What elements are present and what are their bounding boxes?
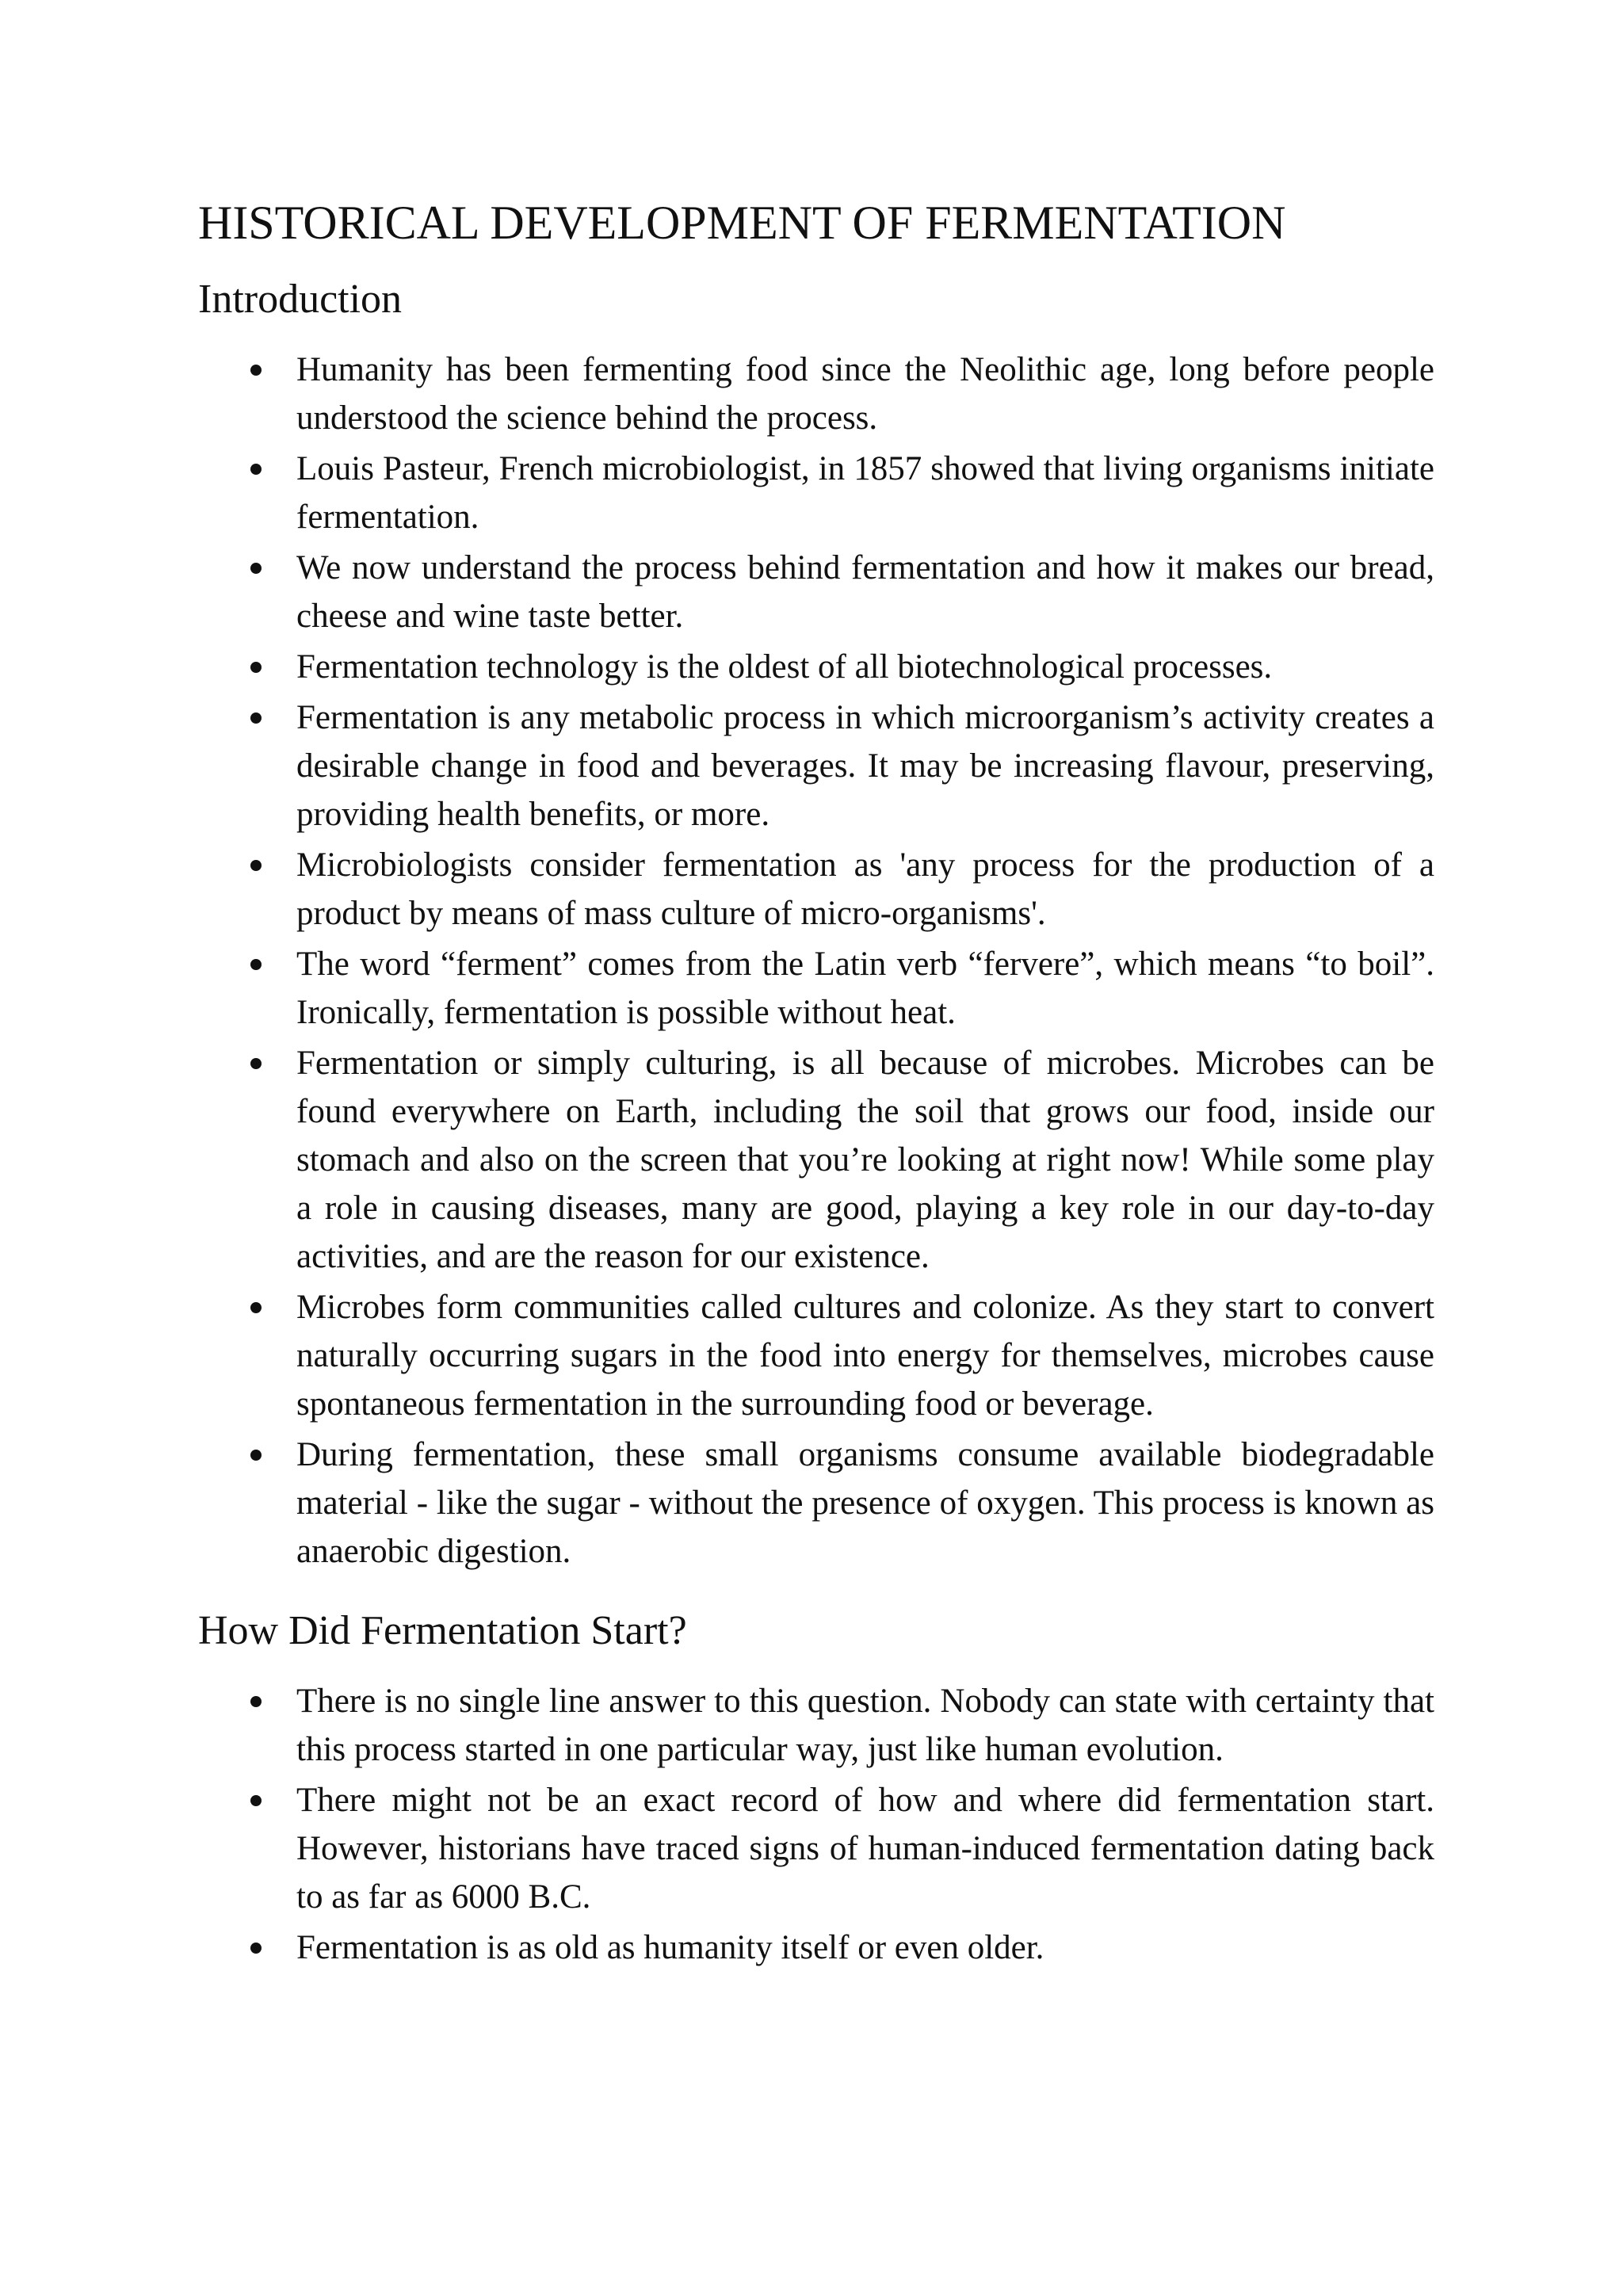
section-introduction: [198, 271, 1434, 1576]
list-item: [198, 445, 1434, 541]
list-item: [198, 346, 1434, 442]
list-item: [198, 643, 1434, 691]
page-title: HISTORICAL DEVELOPMENT OF FERMENTATION: [198, 197, 1286, 249]
bullet-icon: [250, 1450, 262, 1461]
bullet-icon: [250, 1302, 262, 1313]
list-item-text: Humanity has been fermenting food since the Neolithic age, long before people understood the science behind the process.: [296, 351, 1434, 437]
bullet-icon: [250, 662, 262, 673]
bullet-list-introduction: [198, 346, 1434, 1576]
list-item-text: During fermentation, these small organisms consume available biodegradable material - like the sugar - without the presence of oxygen. This process is known as anaerobic digestion.: [296, 1436, 1434, 1570]
list-item-text: Fermentation is any metabolic process in which microorganism’s activity creates a desirable change in food and beverages. It may be increasing flavour, preserving, providing health benefits, or more.: [296, 699, 1434, 833]
list-item: [198, 1776, 1434, 1921]
bullet-list-how-did-fermentation-start: [198, 1677, 1434, 1972]
bullet-icon: [250, 1795, 262, 1806]
list-item: [198, 1039, 1434, 1281]
bullet-icon: [250, 1943, 262, 1954]
list-item-text: Fermentation is as old as humanity itself or even older.: [296, 1929, 1044, 1966]
section-heading-introduction: Introduction: [198, 277, 403, 322]
section-heading-how-did-fermentation-start: How Did Fermentation Start?: [198, 1608, 687, 1653]
list-item-text: Louis Pasteur, French microbiologist, in 1857 showed that living organisms initiate fermentation.: [296, 450, 1434, 536]
section-how-did-fermentation-start: [198, 1603, 1434, 1972]
list-item-text: The word “ferment” comes from the Latin verb “fervere”, which means “to boil”. Ironically, fermentation is possible without heat.: [296, 946, 1434, 1031]
list-item-text: There is no single line answer to this question. Nobody can state with certainty that this process started in one particular way, just like human evolution.: [296, 1683, 1434, 1768]
document-page: [198, 190, 1434, 1974]
list-item: [198, 841, 1434, 938]
list-item: [198, 1924, 1434, 1972]
bullet-icon: [250, 860, 262, 871]
list-item: [198, 1283, 1434, 1428]
bullet-icon: [250, 1696, 262, 1707]
list-item: [198, 1677, 1434, 1774]
list-item: [198, 940, 1434, 1037]
bullet-icon: [250, 959, 262, 970]
list-item-text: There might not be an exact record of how and where did fermentation start. However, historians have traced signs of human-induced fermentation dating back to as far as 6000 B.C.: [296, 1782, 1434, 1916]
list-item-text: We now understand the process behind fermentation and how it makes our bread, cheese and wine taste better.: [296, 549, 1434, 635]
list-item-text: Fermentation technology is the oldest of all biotechnological processes.: [296, 648, 1273, 686]
list-item-text: Microbiologists consider fermentation as 'any process for the production of a product by means of mass culture of micro-organisms'.: [296, 846, 1434, 932]
bullet-icon: [250, 712, 262, 724]
list-item: [198, 693, 1434, 839]
list-item: [198, 544, 1434, 640]
bullet-icon: [250, 464, 262, 475]
bullet-icon: [250, 563, 262, 574]
list-item: [198, 1431, 1434, 1576]
list-item-text: Microbes form communities called cultures and colonize. As they start to convert naturally occurring sugars in the food into energy for themselves, microbes cause spontaneous fermentation in the surrounding food or beverage.: [296, 1289, 1434, 1423]
list-item-text: Fermentation or simply culturing, is all because of microbes. Microbes can be found everywhere on Earth, including the soil that grows our food, inside our stomach and also on the screen that you’re looking at right now! While some play a role in causing diseases, many are good, playing a key role in our day-to-day activities, and are the reason for our existence.: [296, 1045, 1434, 1275]
bullet-icon: [250, 365, 262, 376]
bullet-icon: [250, 1058, 262, 1069]
